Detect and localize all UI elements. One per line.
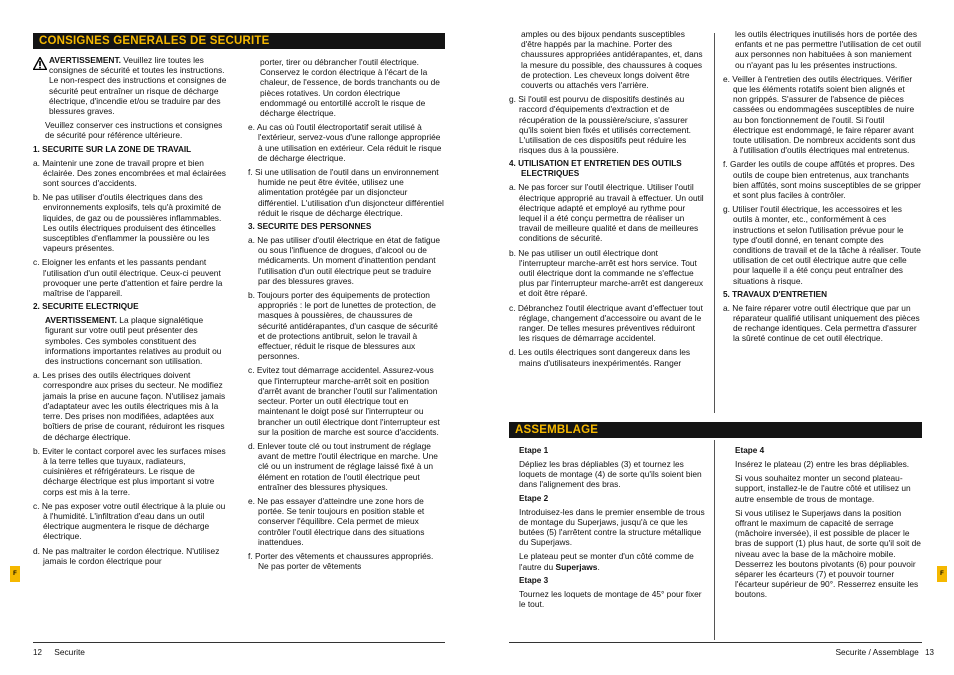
item-3f-cont: amples ou des bijoux pendants susceptibles d'être happés par la machine. Porter des chaussures appropriées antidérapantes, et, dans la mesure du possible, des chaussures à coques de protection. Les cheveux longs doivent être couverts ou attachés vers l'arrière. (521, 29, 703, 91)
step-3-heading: Etape 3 (519, 575, 549, 585)
assembly-column-1 (519, 443, 709, 613)
step-1-heading: Etape 1 (519, 446, 549, 455)
item-2d: d. Ne pas maltraiter le cordon électrique. N'utilisez jamais le cordon électrique pour (33, 545, 220, 566)
step-2-text: Introduisez-les dans le premier ensemble de trous de montage du Superjaws, jusqu'à ce que les butées (5) l'arrêtent contre la structure métallique du Superjaws. (519, 506, 705, 548)
footer-section: Securite / Assemblage (835, 647, 919, 657)
item-4a: a. Ne pas forcer sur l'outil électrique. Utiliser l'outil électrique approprié au travail à effectuer. Un outil électrique adapté et employé au rythme pour lequel il a été conçu permettra de réaliser un travail de meilleure qualité et dans de meilleures conditions de sécurité. (509, 182, 704, 244)
warning-label: AVERTISSEMENT. (49, 55, 121, 65)
item-1c: c. Eloigner les enfants et les passants pendant l'utilisation d'un outil électrique. Ceux-ci peuvent provoquer une perte d'attention et faire perdre la maîtrise de l'appareil. (33, 257, 223, 299)
step-4-heading: Etape 4 (735, 446, 765, 455)
item-3b: b. Toujours porter des équipements de protection appropriés : le port de lunettes de protection, de masques à poussières, de chaussures de sécurité antidérapantes, d'un casque de sécurité et de protections antibruit, selon le travail à effectuer, réduit le risque de blessures aux personnes. (248, 290, 438, 362)
warning-icon (33, 57, 47, 70)
heading-service: 5. TRAVAUX D'ENTRETIEN (723, 289, 827, 299)
footer-section: Securite (54, 647, 85, 657)
item-4d-cont: les outils électriques inutilisés hors de portée des enfants et ne pas permettre l'utilisation de cet outil aux personnes non habituées à son maniement ou n'ayant pas lu les présentes instructions. (735, 29, 921, 70)
warning-text: La plaque signalétique figurant sur votre outil peut présenter des symboles. Ces symboles constituent des informations importantes relatives au produit ou des instructions concernant son utilisation. (45, 315, 222, 367)
item-3c: c. Evitez tout démarrage accidentel. Assurez-vous que l'interrupteur marche-arrêt soit en position d'arrêt avant de brancher l'outil sur l'alimentation secteur. Porter un outil électrique tout en maintenant le doigt posé sur l'interrupteur ou brancher un outil électrique dont l'interrupteur est sur la position de marche est source d'accidents. (248, 365, 440, 437)
keep-instructions: Veuillez conserver ces instructions et consignes de sécurité pour référence ultérieure. (45, 120, 223, 141)
warning-label: AVERTISSEMENT. (45, 315, 117, 326)
item-4d: d. Les outils électriques sont dangereux dans les mains d'utilisateurs inexpérimentés. Ranger (509, 347, 691, 368)
item-2f: f. Si une utilisation de l'outil dans un environnement humide ne peut être évitée, utilisez une alimentation protégée par un disjoncteur différentiel. L'utilisation d'un disjoncteur différentiel réduit le risque de décharge électrique. (248, 167, 444, 218)
item-3f: f. Porter des vêtements et chaussures appropriés. Ne pas porter de vêtements (248, 550, 434, 572)
heading-tool-use: 4. UTILISATION ET ENTRETIEN DES OUTILS ELECTRIQUES (509, 159, 682, 179)
item-1b: b. Ne pas utiliser d'outils électriques dans des environnements explosifs, tels qu'à proximité de liquides, de gaz ou de poussières inflammables. Les outils électriques produisent des étincelles susceptibles d'enflammer la poussière ou les vapeurs présentes. (33, 192, 222, 254)
page-number: 13 (925, 648, 934, 657)
item-3d: d. Enlever toute clé ou tout instrument de réglage avant de mettre l'outil électrique en marche. Une clé ou un instrument de réglage laissé fixé à un élément en rotation de l'outil électrique peut entraîner des blessures physiques. (248, 440, 438, 492)
item-4g: g. Utiliser l'outil électrique, les accessoires et les outils à monter, etc., conformément à ces instructions et selon l'utilisation prévue pour le type d'outil donné, en tenant compte des conditions de travail et de la tâche à réaliser. Toute utilisation de cet outil électrique autre que celle pour laquelle il a été conçu peut entraîner des situations à risque. (723, 204, 921, 286)
item-2a: a. Les prises des outils électriques doivent correspondre aux prises du secteur. Ne modifiez jamais la prise en aucune façon. N'utilisez jamais d'adaptateur avec les outils électriques mis à la terre. Des prises non modifiées, adaptées aux boîtiers de prise de courant, réduiront les risques de décharge électrique. (33, 370, 226, 442)
item-2c: c. Ne pas exposer votre outil électrique à la pluie ou à l'humidité. L'infiltration d'eau dans un outil électrique augmentera le risque de décharge électrique. (33, 500, 226, 542)
footer-right (509, 642, 934, 663)
right-column-2 (723, 29, 921, 348)
heading-work-area: 1. SECURITE SUR LA ZONE DE TRAVAIL (33, 144, 192, 154)
item-4e: e. Veiller à l'entretien des outils électriques. Vérifier que les éléments rotatifs soient bien alignés et non grippés. S'assurer de l'absence de pièces cassées ou endommagées susceptibles de nuire au bon fonctionnement de l'outil. Si l'outil électrique est endommagé, le faire réparer avant toute utilisation. De nombreux accidents sont dus à l'utilisation d'outils électriques mal entretenus. (723, 73, 916, 156)
right-column-1 (509, 29, 706, 372)
heading-electrical: 2. SECURITE ELECTRIQUE (33, 302, 139, 312)
column-divider (714, 440, 715, 640)
heading-personal: 3. SECURITE DES PERSONNES (248, 222, 372, 232)
step-4-note-2: Si vous utilisez le Superjaws dans la position offrant le maximum de capacité de serrage (mâchoire inversée), il est possible de placer le bras de support (1) plus haut, de sorte qu'il soit de niveau avec la base de la mâchoire mobile. Desserrez les boutons pivotants (6) pour pouvoir séparer les écarteurs (7) et pouvoir tourner l'écarteur supérieur de 90°. Resserrez ensuite les boutons. (735, 507, 921, 600)
item-4b: b. Ne pas utiliser un outil électrique dont l'interrupteur marche-arrêt est hors service. Tout outil électrique dont la commande ne s'effectue plus par l'interrupteur marche-arrêt est dangereux et doit être réparé. (509, 247, 704, 299)
step-3-text: Tournez les loquets de montage de 45° pour fixer le tout. (519, 588, 702, 610)
item-2e: e. Au cas où l'outil électroportatif serait utilisé à l'extérieur, servez-vous d'une rallonge appropriée à une utilisation en extérieur. Cela réduit le risque de décharge électrique. (248, 122, 442, 163)
page-number: 12 (33, 648, 42, 657)
section-title-assembly: ASSEMBLAGE (509, 422, 922, 438)
section-title-safety: CONSIGNES GENERALES DE SECURITE (33, 33, 445, 49)
item-3e: e. Ne pas essayer d'atteindre une zone hors de portée. Se tenir toujours en position stable et conserver l'équilibre. Cela permet de mieux contrôler l'outil électrique dans des situations inattendues. (248, 495, 425, 547)
item-1a: a. Maintenir une zone de travail propre et bien éclairée. Des zones encombrées et mal éclairées sont sources d'accidents. (33, 157, 226, 189)
item-3g: g. Si l'outil est pourvu de dispositifs destinés au raccord d'équipements d'extraction et de récupération de la poussière/sciure, s'assurer qu'ils soient bien fixés et utilisés correctement. L'utilisation de ces dispositifs peut réduire les risques dus à la poussière. (509, 94, 691, 156)
item-4c: c. Débranchez l'outil électrique avant d'effectuer tout réglage, changement d'accessoire ou avant de le ranger. De telles mesures préventives réduiront les risques de démarrage accidentel. (509, 302, 703, 344)
step-1-text: Dépliez les bras dépliables (3) et tournez les loquets de montage (4) de sorte qu'ils soient bien dans l'alignement des bras. (519, 459, 702, 490)
language-tab: F (937, 566, 947, 582)
step-2-heading: Etape 2 (519, 493, 549, 503)
item-2b: b. Eviter le contact corporel avec les surfaces mises à la terre telles que tuyaux, radiateurs, cuisinières et réfrigérateurs. Le risque de décharge électrique est plus important si votre corps est mis à la terre. (33, 445, 226, 497)
warning-text: Veuillez lire toutes les consignes de sécurité et toutes les instructions. Le non-respect des instructions et consignes de sécurité peut entraîner un risque de décharge électrique, d'incendie et/ou se traduire par des blessures graves. (49, 55, 227, 117)
step-4-note-1: Si vous souhaitez monter un second plateau-support, installez-le de l'autre côté et utilisez un autre ensemble de trous de montage. (735, 473, 911, 504)
assembly-column-2 (735, 443, 923, 604)
left-column-2 (248, 57, 444, 575)
step-2-note: Le plateau peut se monter d'un côté comme de l'autre du Superjaws. (519, 551, 694, 572)
right-page (477, 0, 954, 675)
step-4-text: Insérez le plateau (2) entre les bras dépliables. (735, 459, 910, 469)
item-5a: a. Ne faire réparer votre outil électrique que par un réparateur qualifié utilisant uniquement des pièces de rechange identiques. Cela permettra d'assurer la sûreté continue de cet outil électrique. (723, 302, 920, 344)
item-3a: a. Ne pas utiliser d'outil électrique en état de fatigue ou sous l'influence de drogues, d'alcool ou de médicaments. Un moment d'inattention pendant l'utilisation d'un outil électrique peut se traduire par des blessures graves. (248, 235, 441, 286)
footer-left (33, 642, 445, 663)
item-4f: f. Garder les outils de coupe affûtés et propres. Des outils de coupe bien entretenus, aux tranchants bien affûtés, sont moins susceptibles de se gripper et sont plus faciles à contrôler. (723, 159, 921, 201)
item-2d-cont: porter, tirer ou débrancher l'outil électrique. Conservez le cordon électrique à l'écart de la chaleur, de l'essence, de bords tranchants ou de pièces rotatives. Un cordon électrique endommagé ou entortillé accroît le risque de décharge électrique. (260, 57, 440, 119)
language-tab: F (10, 566, 20, 582)
left-column-1 (33, 55, 227, 570)
warning-block-2 (33, 315, 227, 366)
column-divider (714, 33, 715, 413)
warning-block-1 (33, 55, 227, 116)
